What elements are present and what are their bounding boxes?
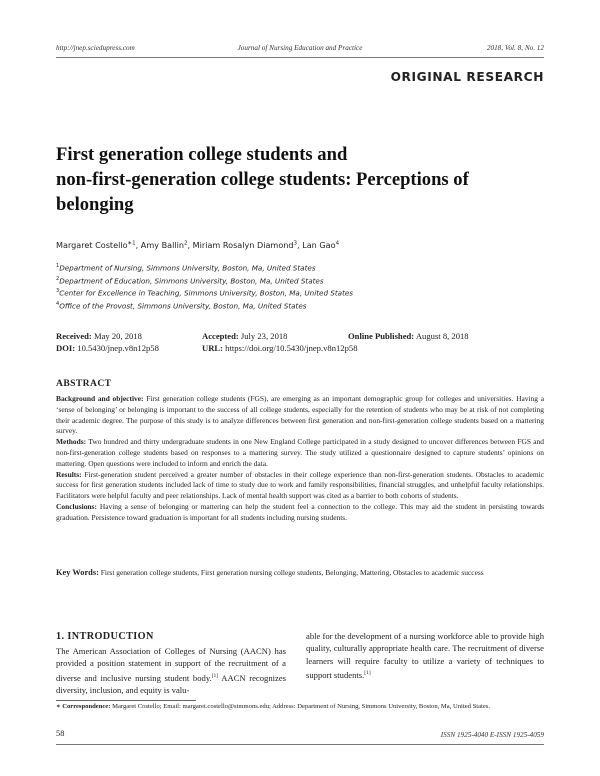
abstract-heading: ABSTRACT bbox=[56, 378, 112, 389]
abstract-results bbox=[56, 470, 544, 502]
page-number: 58 bbox=[56, 729, 65, 738]
intro-right-column bbox=[306, 630, 544, 681]
intro-text: able for the development of a nursing workforce able to provide high quality, culturally appropriate health care. The recruitment of diverse learners will require faculty to utilize a variety of techniques to support students. bbox=[306, 631, 544, 680]
author-mark: ∗1 bbox=[127, 240, 136, 247]
journal-url[interactable]: http://jnep.sciedupress.com bbox=[56, 44, 135, 52]
methods-text: Two hundred and thirty undergraduate students in one New England College participated in a study designed to uncover differences between FGS and non-first-generation college students based on responses to a mattering survey. The study utilized a questionnaire designed to capture students’ opinions on mattering. Open questions were included to inform and enrich the data. bbox=[56, 437, 544, 468]
conclusions-text: Having a sense of belonging or mattering can help the student feel a connection to the college. This may aid the student in persisting towards graduation. Persistence toward graduation is important for all students including nursing students. bbox=[56, 501, 545, 522]
affiliation-number: 3 bbox=[56, 288, 60, 295]
received-value: May 20, 2018 bbox=[93, 331, 142, 341]
affiliation-list bbox=[56, 261, 353, 311]
footnote-rule bbox=[56, 700, 196, 701]
affiliation-item bbox=[56, 274, 353, 287]
citation-ref[interactable]: [1] bbox=[211, 672, 219, 679]
title-line: non-first-generation college students: Perceptions of bbox=[56, 169, 469, 190]
affiliation-number: 1 bbox=[56, 263, 60, 269]
conclusions-label: Conclusions: bbox=[56, 501, 97, 511]
header-rule bbox=[56, 57, 544, 58]
received-date bbox=[56, 331, 142, 341]
section-label: ORIGINAL RESEARCH bbox=[390, 70, 544, 84]
background-label: Background and objective: bbox=[56, 394, 144, 403]
keywords-label: Key Words: bbox=[56, 568, 99, 577]
abstract-methods bbox=[56, 437, 544, 469]
intro-left-column bbox=[56, 645, 286, 696]
footnote-text: Margaret Costello; Email: margaret.costello@simmons.edu; Address: Department of Nursing, Simmons University, Boston, Ma, United States. bbox=[112, 703, 490, 710]
correspondence-footnote bbox=[56, 702, 544, 711]
affiliation-text: Office of the Provost, Simmons University, Boston, Ma, United States bbox=[59, 301, 307, 311]
results-text: First-generation student perceived a greater number of obstacles in their college experience than non-first-generation students. Obstacles to academic success for first generation students included lack of time to study due to work and family responsibilities, financial struggles, and unhelpful faculty relationships. Facilitators were helpful faculty and peer relationships. Lack of mental health support was cited as a barrier to both cohorts of students. bbox=[56, 469, 545, 501]
published-date bbox=[348, 331, 469, 341]
intro-text: AACN recognizes diversity, inclusion, and equity is valu- bbox=[56, 672, 286, 695]
affiliation-item bbox=[56, 286, 353, 299]
doi-value[interactable]: 10.5430/jnep.v8n12p58 bbox=[77, 343, 159, 353]
affiliation-item bbox=[56, 261, 353, 274]
received-label: Received: bbox=[56, 331, 92, 341]
author-mark: 3 bbox=[293, 240, 298, 247]
author-name: Amy Ballin bbox=[140, 240, 184, 250]
footer-rule bbox=[56, 744, 544, 745]
results-label: Results: bbox=[56, 469, 82, 479]
methods-label: Methods: bbox=[56, 437, 87, 447]
issue-info: 2018, Vol. 8, No. 12 bbox=[486, 44, 544, 52]
author-name: Miriam Rosalyn Diamond bbox=[192, 240, 294, 250]
intro-text: The American Association of Colleges of Nursing (AACN) has provided a position statement in support of the recruitment of a diverse and inclusive nursing student body. bbox=[56, 646, 286, 683]
citation-ref[interactable]: [1] bbox=[364, 669, 371, 676]
published-value: August 8, 2018 bbox=[415, 331, 469, 341]
affiliation-number: 4 bbox=[56, 300, 60, 307]
footnote-label: ∗ Correspondence: bbox=[56, 703, 111, 710]
abstract-background bbox=[56, 394, 544, 437]
url-label: URL: bbox=[202, 343, 224, 353]
section-heading-introduction bbox=[56, 631, 154, 642]
accepted-date bbox=[202, 331, 287, 341]
title-line: belonging bbox=[56, 194, 134, 215]
author-mark: 4 bbox=[335, 240, 340, 247]
url-link[interactable]: https://doi.org/10.5430/jnep.v8n12p58 bbox=[225, 343, 358, 353]
url-line bbox=[202, 343, 358, 353]
doi-line bbox=[56, 343, 159, 353]
running-header bbox=[56, 44, 544, 56]
author-mark: 2 bbox=[183, 240, 188, 247]
section-number: 1. bbox=[56, 631, 65, 642]
author-list: Margaret Costello$^{∗1}$, Amy Ballin$^2$, Miriam Rosalyn Diamond$^3$, Lan Gao$^4$ bbox=[56, 240, 340, 250]
abstract-conclusions bbox=[56, 502, 544, 524]
journal-name: Journal of Nursing Education and Practice bbox=[237, 44, 363, 52]
accepted-value: July 23, 2018 bbox=[240, 331, 288, 341]
title-line: First generation college students and bbox=[56, 144, 348, 165]
issn-info: ISSN 1925-4040 E-ISSN 1925-4059 bbox=[440, 731, 544, 739]
published-label: Online Published: bbox=[348, 331, 415, 341]
affiliation-text: Center for Excellence in Teaching, Simmons University, Boston, Ma, United States bbox=[59, 288, 354, 298]
keywords-text: First generation college students, First generation nursing college students, Belonging, Mattering, Obstacles to academic success bbox=[100, 568, 484, 577]
author-name: Margaret Costello bbox=[56, 240, 128, 250]
affiliation-number: 2 bbox=[56, 275, 60, 282]
author-name: Lan Gao bbox=[302, 240, 336, 250]
section-title: INTRODUCTION bbox=[67, 631, 154, 642]
affiliation-text: Department of Education, Simmons University, Boston, Ma, United States bbox=[59, 275, 324, 285]
background-text: First generation college students (FGS), are emerging as an important demographic group for colleges and universities. Having a ‘sense of belonging’ or belonging is important to the success of all college students, especially for the retention of students who may be at risk of not completing their academic degree. The purpose of this study is to analyze differences between first generation and non-first-generation college students based on a mattering survey. bbox=[56, 394, 545, 436]
paper-title bbox=[56, 142, 534, 217]
affiliation-item bbox=[56, 299, 353, 312]
keywords bbox=[56, 568, 544, 579]
doi-label: DOI: bbox=[56, 343, 76, 353]
accepted-label: Accepted: bbox=[202, 331, 239, 341]
publication-dates bbox=[56, 331, 544, 361]
affiliation-text: Department of Nursing, Simmons University, Boston, Ma, United States bbox=[59, 263, 316, 273]
abstract-body bbox=[56, 394, 544, 524]
